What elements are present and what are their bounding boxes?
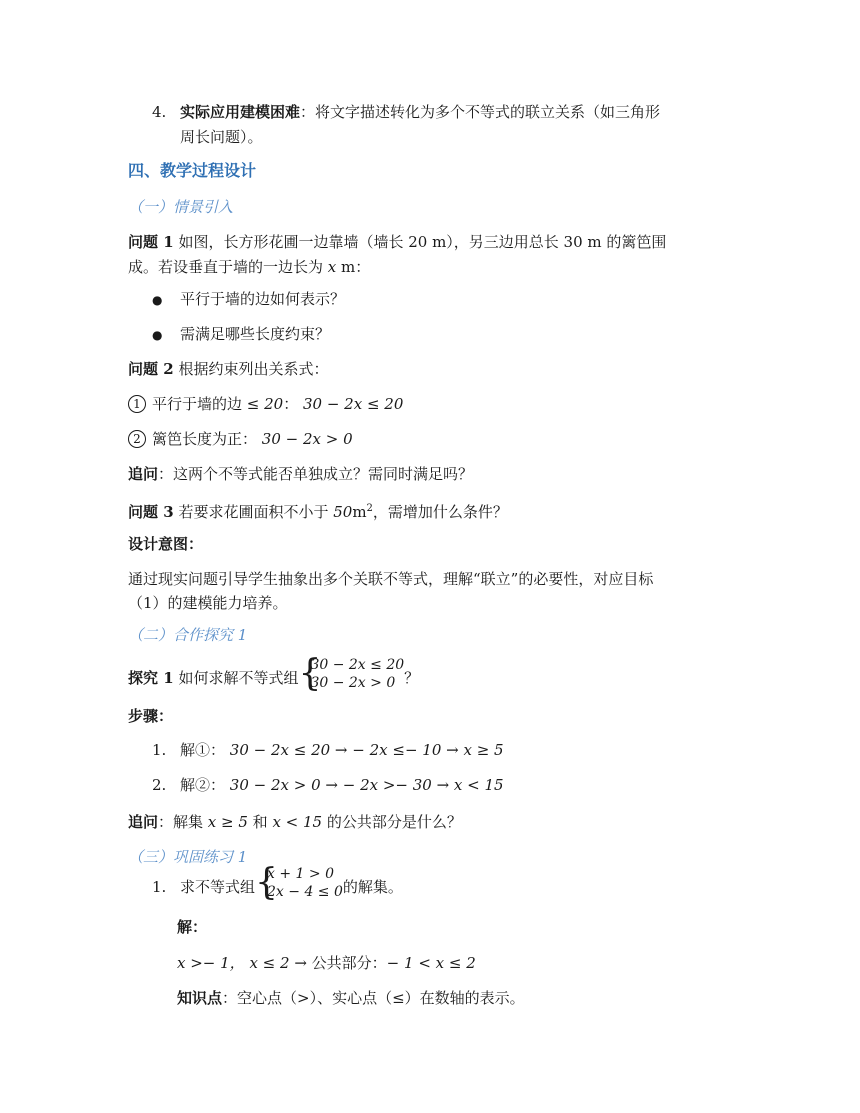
bullet-dot-icon: ● <box>152 293 163 307</box>
list-number: 1. <box>152 741 167 759</box>
circled-number: 1 <box>128 395 146 413</box>
follow-up-label: 追问 <box>128 813 159 831</box>
constraint-2 <box>128 429 353 449</box>
step-text: 解②： <box>180 776 230 794</box>
math-expression: 30 − 2x > 0 → − 2x >− 30 → x < 15 <box>229 776 504 794</box>
list-number: 1. <box>152 878 167 896</box>
subsection-heading-2: （二）合作探究 1 <box>128 626 248 644</box>
question-1-line1 <box>128 232 666 252</box>
math-expression: − 1 < x ≤ 2 <box>386 954 476 972</box>
question-3 <box>128 499 508 522</box>
follow-up-1 <box>128 464 473 484</box>
unit: m <box>352 503 367 521</box>
question-text: 根据约束列出关系式： <box>173 360 329 378</box>
question-text: 成。若设垂直于墙的一边长为 <box>128 258 328 276</box>
knowledge-point-label: 知识点 <box>177 989 223 1007</box>
list-number: 4. <box>152 103 167 121</box>
math-value: 50 <box>333 503 353 521</box>
exercise-text: 求不等式组 <box>180 878 256 896</box>
bullet-text: 需满足哪些长度约束？ <box>180 325 331 343</box>
math-expression: 30 − 2x ≤ 20 <box>302 395 404 413</box>
system-row: 2x − 4 ≤ 0 <box>267 884 343 900</box>
question-2 <box>128 359 328 379</box>
bullet-item <box>152 289 345 310</box>
question-label: 问题 2 <box>128 360 174 378</box>
step-item <box>152 775 504 795</box>
bullet-item <box>152 324 330 345</box>
question-label: 问题 3 <box>128 503 174 521</box>
list-number: 2. <box>152 776 167 794</box>
constraint-1 <box>128 394 403 414</box>
follow-up-text: ：解集 <box>158 813 208 831</box>
circled-number: 2 <box>128 430 146 448</box>
section-heading: 四、教学过程设计 <box>128 161 257 180</box>
question-text: 若要求花圃面积不小于 <box>173 503 334 521</box>
explore-label: 探究 1 <box>128 669 174 687</box>
explore-text: ？ <box>404 669 420 687</box>
constraint-text: ： <box>283 395 303 413</box>
question-1-line2 <box>128 257 370 277</box>
inequality-system <box>255 862 343 911</box>
item-bold-label: 实际应用建模困难 <box>180 103 301 121</box>
knowledge-point-text: ：空心点（>）、实心点（≤）在数轴的表示。 <box>222 989 525 1007</box>
solution-line <box>177 953 476 973</box>
subsection-heading-1: （一）情景引入 <box>128 198 234 216</box>
math-expression: x >− 1， x ≤ 2 <box>177 954 290 972</box>
constraint-text: 平行于墙的边 ≤ <box>152 395 265 413</box>
math-expression: 30 − 2x > 0 <box>261 430 353 448</box>
design-intent-line2: （1）的建模能力培养。 <box>128 594 288 612</box>
superscript: 2 <box>366 503 373 514</box>
exercise-1 <box>152 862 403 911</box>
item-text: ：将文字描述转化为多个不等式的联立关系（如三角形 <box>300 103 661 121</box>
math-var: x <box>327 258 337 276</box>
list-item-4-continuation: 周长问题）。 <box>180 128 263 146</box>
bullet-dot-icon: ● <box>152 328 163 342</box>
math-expression: x < 15 <box>272 813 323 831</box>
knowledge-point <box>177 988 525 1008</box>
design-intent-label: 设计意图： <box>128 535 204 553</box>
follow-up-label: 追问 <box>128 465 159 483</box>
subsection-heading-3: （三）巩固练习 1 <box>128 848 248 866</box>
follow-up-text: 和 <box>247 813 273 831</box>
follow-up-text: 的公共部分是什么？ <box>322 813 462 831</box>
question-text: m： <box>336 258 371 276</box>
step-text: 解①： <box>180 741 230 759</box>
question-text: 如图，长方形花圃一边靠墙（墙长 20 m），另三边用总长 30 m 的篱笆围 <box>173 233 667 251</box>
explore-1 <box>128 653 420 702</box>
math-expression: x ≥ 5 <box>207 813 248 831</box>
bullet-text: 平行于墙的边如何表示？ <box>180 290 346 308</box>
question-text: ，需增加什么条件？ <box>372 503 508 521</box>
system-row: 30 − 2x > 0 <box>310 675 396 691</box>
follow-up-2 <box>128 812 462 832</box>
question-label: 问题 1 <box>128 233 174 251</box>
math-value: 20 <box>264 395 284 413</box>
design-intent-line1: 通过现实问题引导学生抽象出多个关联不等式，理解“联立”的必要性，对应目标 <box>128 570 654 588</box>
inequality-system <box>298 653 405 702</box>
steps-label: 步骤： <box>128 707 174 725</box>
system-row: x + 1 > 0 <box>267 866 334 882</box>
explore-text: 如何求解不等式组 <box>173 669 299 687</box>
system-row: 30 − 2x ≤ 20 <box>310 657 405 673</box>
step-item <box>152 740 504 760</box>
brace-icon: { <box>255 862 278 903</box>
solution-label: 解： <box>177 918 208 936</box>
math-expression: 30 − 2x ≤ 20 → − 2x ≤− 10 → x ≥ 5 <box>229 741 504 759</box>
solution-text: → 公共部分： <box>289 954 387 972</box>
constraint-text: 篱笆长度为正： <box>152 430 262 448</box>
exercise-text: 的解集。 <box>342 878 403 896</box>
brace-icon: { <box>298 653 322 694</box>
list-item-4 <box>152 102 660 122</box>
follow-up-text: ：这两个不等式能否单独成立？需同时满足吗？ <box>158 465 474 483</box>
